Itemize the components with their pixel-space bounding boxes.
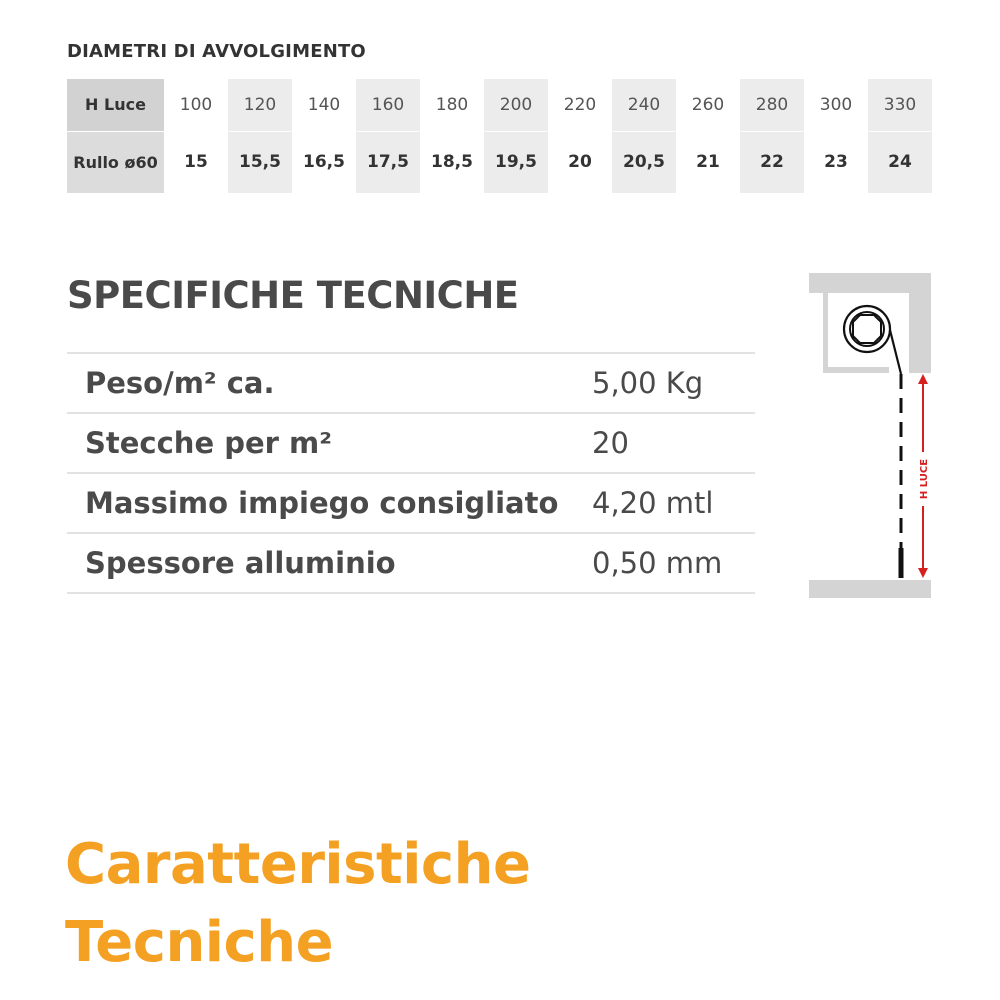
table-cell: 15 <box>184 152 208 173</box>
table-cell: 140 <box>292 79 356 131</box>
row-header-rullo: Rullo ø60 <box>67 131 164 193</box>
winding-diameters-table <box>67 79 932 193</box>
specs-table <box>67 352 755 594</box>
spec-value: 5,00 Kg <box>592 366 704 400</box>
section-title-line1: Caratteristiche <box>65 832 531 897</box>
table-row-rullo <box>67 131 932 193</box>
shutter-curtain <box>899 374 904 578</box>
spec-row-slats <box>67 414 755 474</box>
table-cell: 16,5 <box>303 152 345 173</box>
section-title <box>65 826 530 982</box>
spec-label: Stecche per m² <box>85 426 332 460</box>
floor <box>809 580 931 598</box>
spec-label: Spessore alluminio <box>85 546 396 580</box>
spec-row-weight <box>67 354 755 414</box>
table-cell: 120 <box>228 79 292 131</box>
spec-value: 20 <box>592 426 629 460</box>
table-cell: 200 <box>484 79 548 131</box>
table-cell: 18,5 <box>431 152 473 173</box>
table-cell: 15,5 <box>228 131 292 193</box>
shutter-section-diagram <box>805 270 935 605</box>
table-cell: 180 <box>420 79 484 131</box>
table-cell: 24 <box>868 131 932 193</box>
spec-value: 0,50 mm <box>592 546 723 580</box>
table-cell: 100 <box>164 79 228 131</box>
table-cell: 19,5 <box>484 131 548 193</box>
spec-label: Massimo impiego consigliato <box>85 486 559 520</box>
table-cell: 220 <box>548 79 612 131</box>
table-cell: 17,5 <box>356 131 420 193</box>
spec-row-thickness <box>67 534 755 594</box>
table-cell: 280 <box>740 79 804 131</box>
table-cell: 330 <box>868 79 932 131</box>
row-header-h-luce: H Luce <box>67 79 164 131</box>
spec-label: Peso/m² ca. <box>85 366 275 400</box>
table-row-h-luce <box>67 79 932 131</box>
spec-value: 4,20 mtl <box>592 486 714 520</box>
table-cell: 20 <box>568 152 592 173</box>
table-cell: 160 <box>356 79 420 131</box>
winding-table-title: DIAMETRI DI AVVOLGIMENTO <box>67 41 366 62</box>
table-cell: 20,5 <box>612 131 676 193</box>
table-cell: 260 <box>676 79 740 131</box>
section-title-line2: Tecniche <box>65 910 334 975</box>
spec-row-max-use <box>67 474 755 534</box>
table-cell: 240 <box>612 79 676 131</box>
table-cell: 22 <box>740 131 804 193</box>
table-cell: 21 <box>696 152 720 173</box>
specs-title: SPECIFICHE TECNICHE <box>67 274 519 317</box>
table-cell: 23 <box>824 152 848 173</box>
h-luce-label: H LUCE <box>919 458 930 500</box>
roller-icon <box>844 306 901 374</box>
table-cell: 300 <box>804 79 868 131</box>
